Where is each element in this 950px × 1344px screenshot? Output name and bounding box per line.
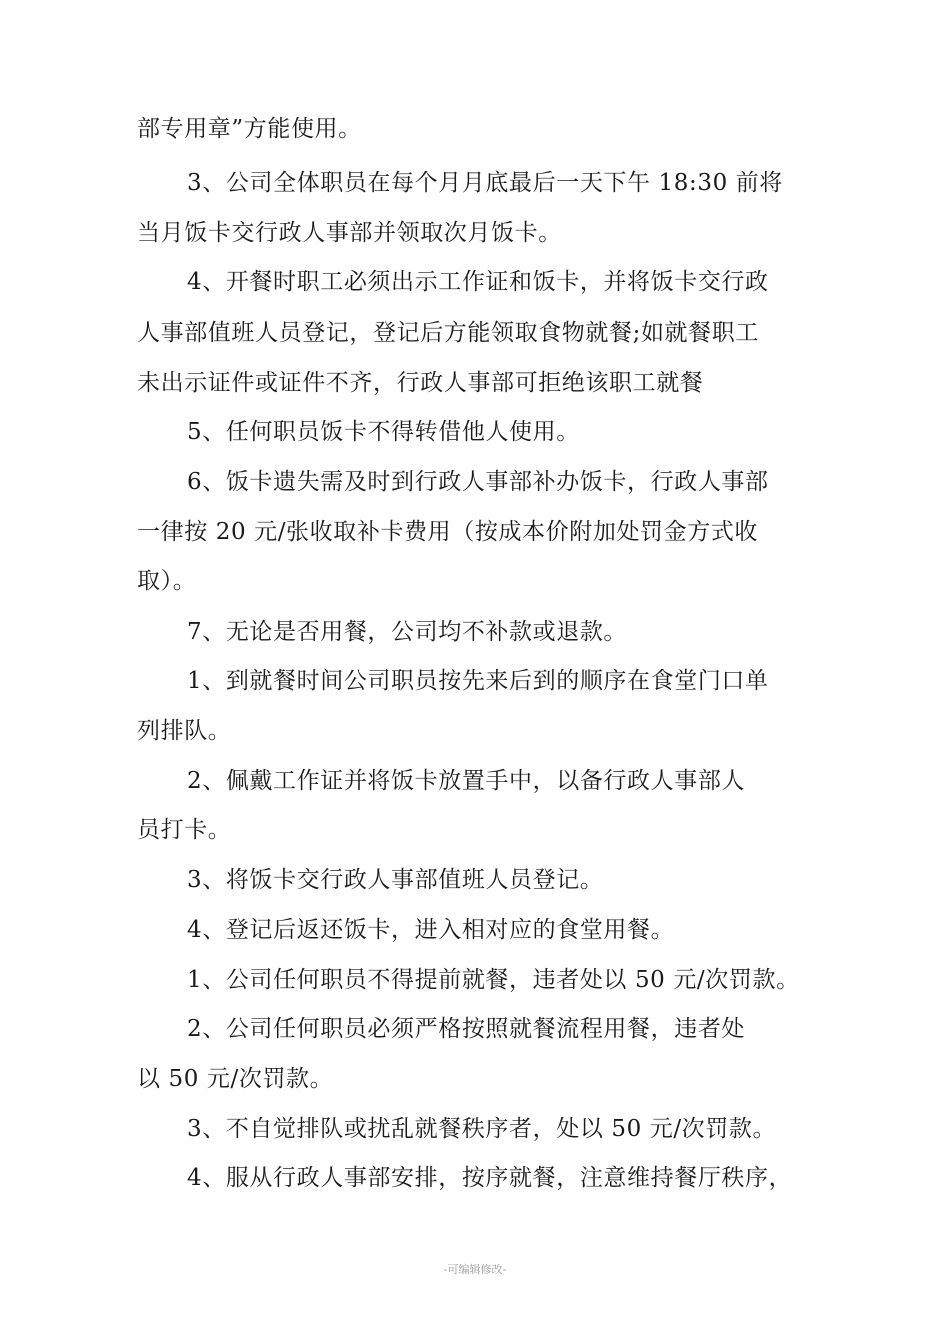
- text-line: 6、饭卡遗失需及时到行政人事部补办饭卡，行政人事部: [187, 469, 769, 495]
- text-line: 部专用章”方能使用。: [137, 116, 362, 142]
- text-line: 一律按 20 元/张收取补卡费用（按成本价附加处罚金方式收: [137, 519, 759, 545]
- text-line: 以 50 元/次罚款。: [137, 1066, 334, 1092]
- text-line: 4、开餐时职工必须出示工作证和饭卡，并将饭卡交行政: [187, 269, 769, 295]
- page-footer: -可编辑修改-: [443, 1263, 507, 1276]
- text-line: 5、任何职员饭卡不得转借他人使用。: [187, 419, 580, 445]
- text-line: 3、公司全体职员在每个月月底最后一天下午 18:30 前将: [187, 170, 783, 196]
- text-line: 2、公司任何职员必须严格按照就餐流程用餐，违者处: [187, 1016, 746, 1042]
- text-line: 3、将饭卡交行政人事部值班人员登记。: [187, 867, 604, 893]
- text-line: 3、不自觉排队或扰乱就餐秩序者，处以 50 元/次罚款。: [187, 1116, 777, 1142]
- text-line: 2、佩戴工作证并将饭卡放置手中，以备行政人事部人: [187, 768, 746, 794]
- text-line: 当月饭卡交行政人事部并领取次月饭卡。: [137, 220, 562, 246]
- text-line: 4、登记后返还饭卡，进入相对应的食堂用餐。: [187, 917, 675, 943]
- text-line: 取）。: [137, 568, 197, 594]
- text-line: 4、服从行政人事部安排，按序就餐，注意维持餐厅秩序，: [187, 1165, 793, 1191]
- text-line: 列排队。: [137, 718, 232, 744]
- text-line: 1、公司任何职员不得提前就餐，违者处以 50 元/次罚款。: [187, 967, 800, 993]
- text-line: 7、无论是否用餐，公司均不补款或退款。: [187, 619, 628, 645]
- text-line: 人事部值班人员登记，登记后方能领取食物就餐;如就餐职工: [137, 320, 759, 346]
- text-line: 未出示证件或证件不齐，行政人事部可拒绝该职工就餐: [137, 370, 704, 396]
- text-line: 员打卡。: [137, 817, 232, 843]
- text-line: 1、到就餐时间公司职员按先来后到的顺序在食堂门口单: [187, 668, 769, 694]
